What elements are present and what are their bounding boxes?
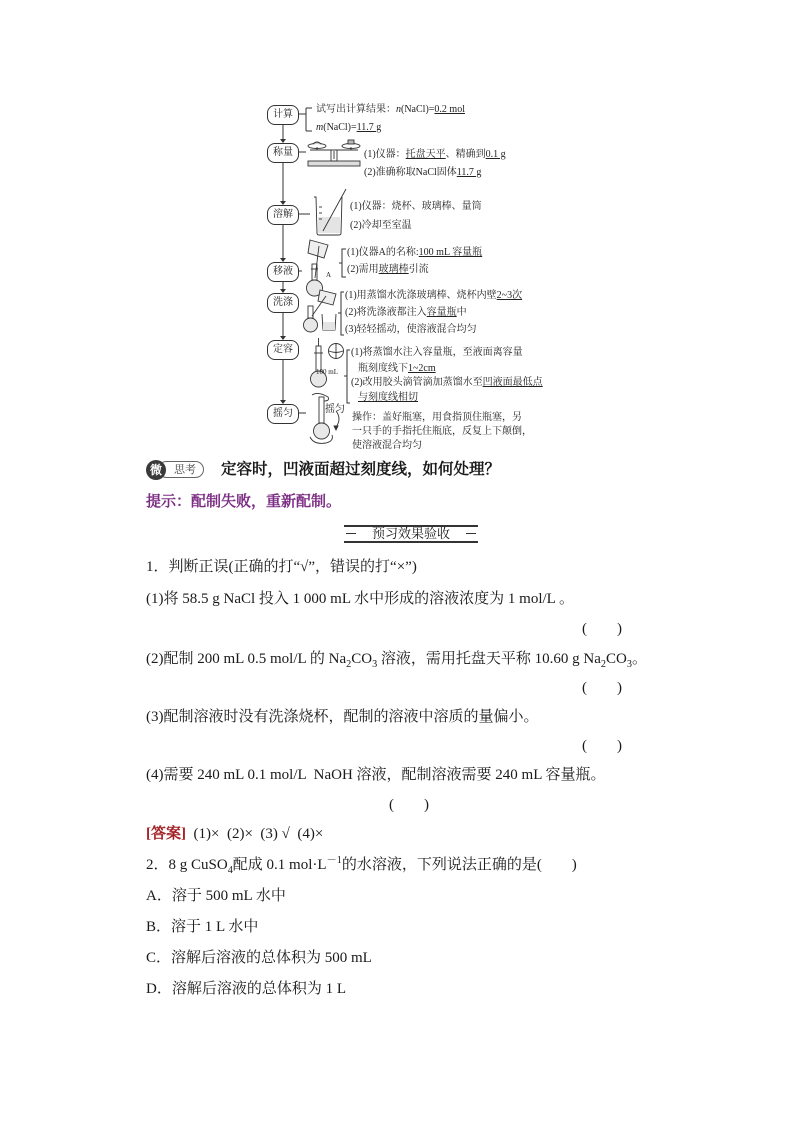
flow-note: 一只手的手指托住瓶底，反复上下颠倒， bbox=[352, 426, 532, 437]
underlined-answer: 1~2cm bbox=[408, 363, 436, 374]
flow-note: (1)仪器：烧杯、玻璃棒、量筒 bbox=[350, 201, 482, 212]
flask-tag: A bbox=[326, 271, 332, 279]
hint-text: 配制失败，重新配制。 bbox=[191, 494, 342, 510]
beaker-illustration bbox=[309, 187, 349, 237]
subscript: 2 bbox=[600, 659, 606, 670]
flow-note: m(NaCl)=11.7 g bbox=[316, 122, 382, 133]
flow-note: (2)需用玻璃棒引流 bbox=[347, 264, 429, 275]
subscript: 3 bbox=[626, 659, 632, 670]
option-c: C．溶解后溶液的总体积为 500 mL bbox=[146, 950, 372, 966]
flow-note: 操作：盖好瓶塞，用食指顶住瓶塞，另 bbox=[352, 412, 522, 423]
flow-step-fix-volume bbox=[267, 340, 299, 360]
think-badge-text: 思考 bbox=[158, 461, 204, 478]
answer-text: (1)× (2)× (3) √ (4)× bbox=[186, 826, 324, 842]
flow-note: (1)仪器：托盘天平、精确到0.1 g bbox=[364, 149, 506, 160]
section-heading bbox=[344, 525, 478, 543]
flow-step-label: 定容 bbox=[273, 344, 293, 355]
flow-note: (2)冷却至室温 bbox=[350, 220, 412, 231]
flask-volume-label: 100 mL bbox=[316, 368, 338, 376]
option-d: D．溶解后溶液的总体积为 1 L bbox=[146, 981, 346, 997]
answer-blank: ( ) bbox=[582, 621, 622, 637]
flow-step-label: 计算 bbox=[273, 109, 293, 120]
flow-note: 使溶液混合均匀 bbox=[352, 440, 422, 451]
hint-line bbox=[146, 493, 341, 511]
think-question: 定容时，凹液面超过刻度线，如何处理？ bbox=[221, 461, 501, 478]
italic-symbol: m bbox=[316, 122, 324, 133]
flow-step-label: 移液 bbox=[273, 266, 293, 277]
underlined-answer: 与刻度线相切 bbox=[358, 392, 418, 403]
flow-note: (1)仪器A的名称:100 mL 容量瓶 bbox=[347, 247, 483, 258]
underlined-answer: 容量瓶 bbox=[426, 307, 457, 318]
underlined-answer: 0.1 g bbox=[485, 149, 506, 160]
question1-item: (4)需要 240 mL 0.1 mol/L NaOH 溶液，配制溶液需要 240 mL 容量瓶。 bbox=[146, 767, 606, 783]
flow-note: (2)准确称取NaCl固体11.7 g bbox=[364, 167, 482, 178]
shake-tag: 摇匀 bbox=[325, 404, 345, 415]
flow-step-label: 洗涤 bbox=[273, 297, 293, 308]
option-a: A．溶于 500 mL 水中 bbox=[146, 888, 286, 904]
option-b: B．溶于 1 L 水中 bbox=[146, 919, 259, 935]
flow-step-dissolve bbox=[267, 205, 299, 225]
subscript: 3 bbox=[372, 659, 378, 670]
think-badge-icon: 微 bbox=[146, 460, 166, 480]
underlined-answer: 11.7 g bbox=[356, 122, 382, 133]
question2-stem: 2．8 g CuSO$_4$配成 0.1 $mol\cdot L^{-1}$的水溶液，下列说法正确的是( ) bbox=[146, 855, 577, 876]
underlined-answer: 100 mL 容量瓶 bbox=[418, 247, 483, 258]
flow-note: 试写出计算结果：n(NaCl)=0.2 mol bbox=[316, 104, 465, 115]
hint-label: 提示： bbox=[146, 494, 192, 510]
flow-note: (3)轻轻摇动，使溶液混合均匀 bbox=[345, 324, 477, 335]
flow-note: (2)改用胶头滴管滴加蒸馏水至凹液面最低点 bbox=[351, 377, 543, 388]
underlined-answer: 玻璃棒 bbox=[378, 264, 409, 275]
answer-line bbox=[146, 825, 323, 843]
answer-blank: ( ) bbox=[389, 797, 429, 813]
flow-step-label: 溶解 bbox=[273, 209, 293, 220]
flow-step-label: 称量 bbox=[273, 147, 293, 158]
answer-blank: ( ) bbox=[582, 680, 622, 696]
flow-note: (2)将洗涤液都注入容量瓶中 bbox=[345, 307, 467, 318]
underlined-answer: 11.7 g bbox=[456, 167, 482, 178]
superscript: －1 bbox=[326, 855, 342, 866]
balance-illustration bbox=[305, 138, 363, 168]
flow-note bbox=[358, 392, 418, 404]
wash-illustration bbox=[298, 288, 340, 334]
subscript: 4 bbox=[227, 865, 233, 876]
underlined-answer: 0.2 mol bbox=[434, 104, 465, 115]
flow-step-calculate bbox=[267, 105, 299, 125]
question1-item: (2)配制 200 mL 0.5 mol/L 的 $Na_2CO_3$ 溶液，需用托盘天平称 10.60 g $Na_2CO_3$。 bbox=[146, 651, 647, 670]
flow-note: (1)用蒸馏水洗涤玻璃棒、烧杯内壁2~3次 bbox=[345, 290, 523, 301]
flow-step-weigh bbox=[267, 143, 299, 163]
section-title: 预习效果验收 bbox=[371, 526, 450, 541]
underlined-answer: 托盘天平 bbox=[405, 149, 446, 160]
question1-item: (3)配制溶液时没有洗涤烧杯，配制的溶液中溶质的量偏小。 bbox=[146, 709, 539, 725]
underlined-answer: 2~3次 bbox=[496, 290, 523, 301]
flow-step-label: 摇匀 bbox=[273, 408, 293, 419]
subscript: 2 bbox=[346, 659, 352, 670]
answer-blank: ( ) bbox=[582, 738, 622, 754]
italic-symbol: n bbox=[396, 104, 401, 115]
flow-note: 瓶刻度线下1~2cm bbox=[358, 363, 436, 374]
flow-step-shake bbox=[267, 404, 299, 424]
answer-label: [答案] bbox=[146, 826, 186, 842]
question1-stem: 1．判断正误(正确的打“√”，错误的打“×”) bbox=[146, 559, 417, 575]
shake-illustration bbox=[304, 393, 348, 449]
underlined-answer: 凹液面最低点 bbox=[482, 377, 543, 388]
question1-item: (1)将 58.5 g NaCl 投入 1 000 mL 水中形成的溶液浓度为 1 mol/L 。 bbox=[146, 591, 575, 607]
fix-volume-illustration bbox=[298, 338, 346, 388]
flow-note: (1)将蒸馏水注入容量瓶，至液面离容量 bbox=[351, 347, 523, 358]
